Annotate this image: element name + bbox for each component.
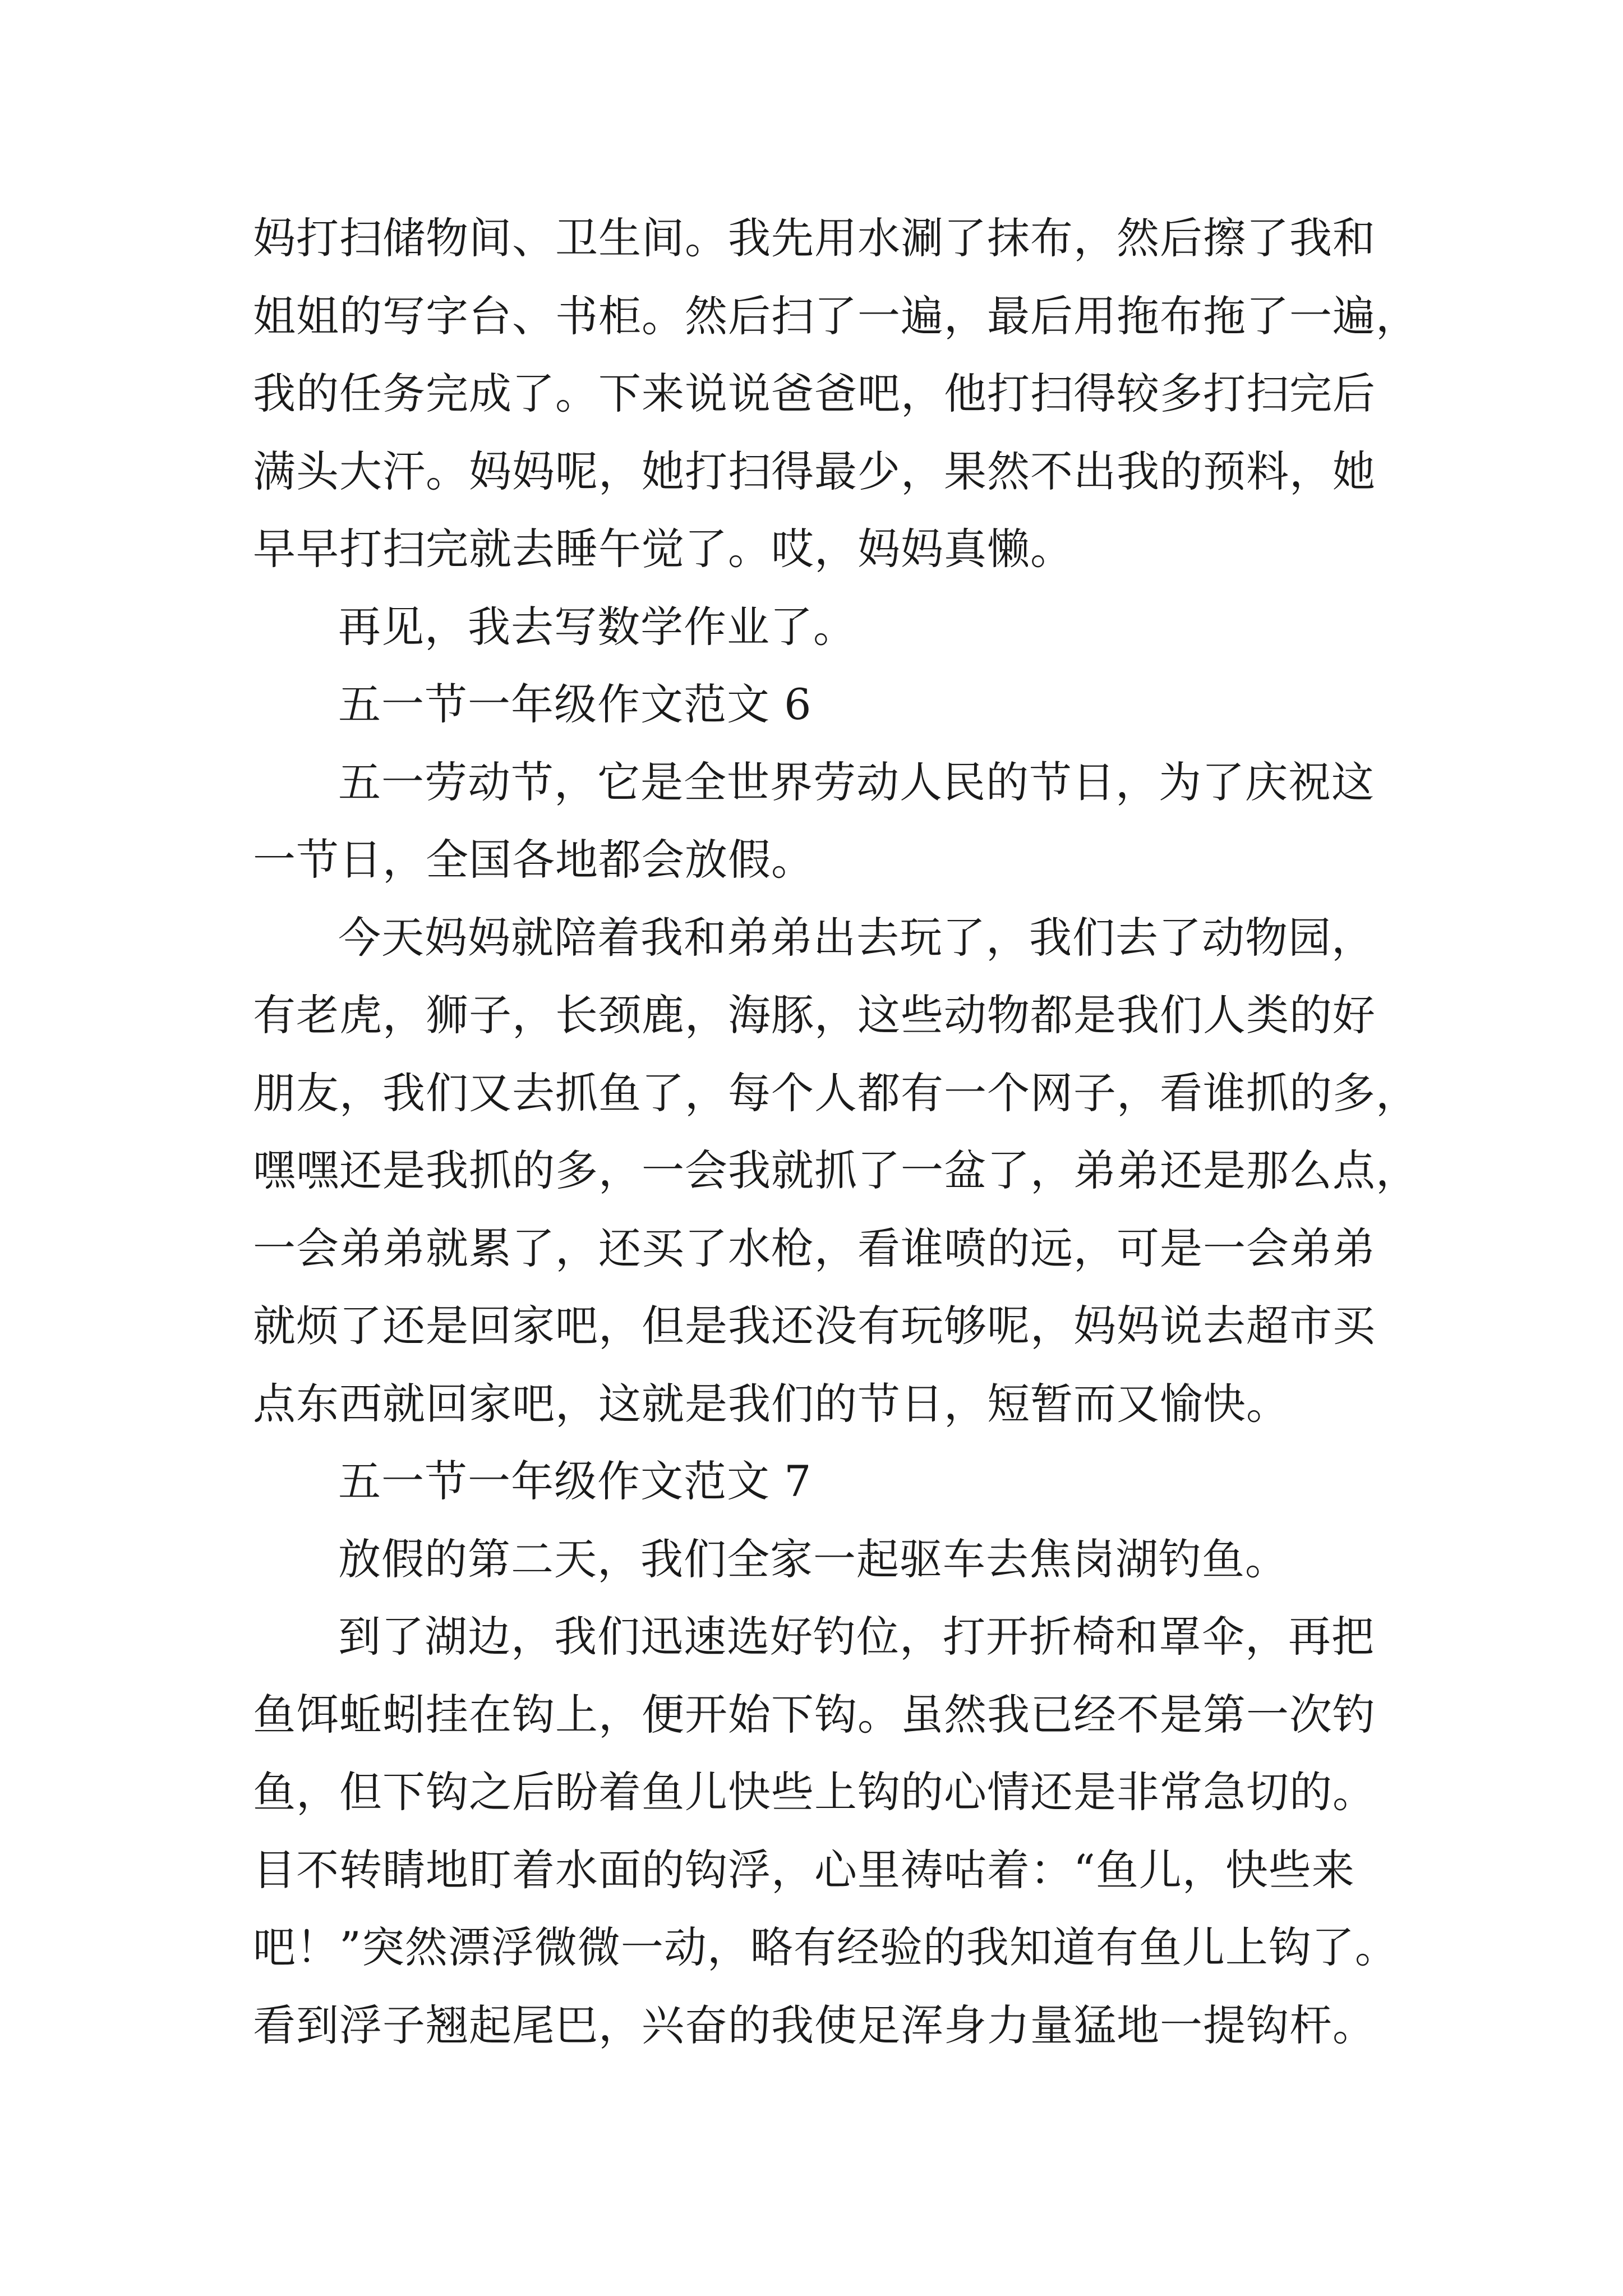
paragraph-line: 有老虎，狮子，长颈鹿，海豚，这些动物都是我们人类的好: [253, 990, 1376, 1040]
paragraph-line: 点东西就回家吧，这就是我们的节日，短暂而又愉快。: [253, 1378, 1289, 1429]
paragraph-line: 放假的第二天，我们全家一起驱车去焦岗湖钓鱼。: [338, 1534, 1288, 1584]
paragraph-line: 妈打扫储物间、卫生间。我先用水涮了抹布，然后擦了我和: [253, 213, 1376, 263]
paragraph-line: 看到浮子翘起尾巴，兴奋的我使足浑身力量猛地一提钩杆。: [253, 2000, 1376, 2050]
paragraph-line: 再见，我去写数学作业了。: [338, 601, 856, 652]
paragraph-line: 今天妈妈就陪着我和弟弟出去玩了，我们去了动物园，: [338, 912, 1375, 963]
section-heading: 五一节一年级作文范文 6: [338, 679, 812, 729]
paragraph-line: 鱼，但下钩之后盼着鱼儿快些上钩的心情还是非常急切的。: [253, 1767, 1376, 1817]
paragraph-line: 鱼饵蚯蚓挂在钩上，便开始下钩。虽然我已经不是第一次钓: [253, 1689, 1376, 1740]
section-heading: 五一节一年级作文范文 7: [338, 1456, 812, 1506]
paragraph-line: 吧！”突然漂浮微微一动，略有经验的我知道有鱼儿上钩了。: [253, 1922, 1398, 1972]
paragraph-line: 目不转睛地盯着水面的钩浮，心里祷咕着：“鱼儿，快些来: [253, 1844, 1355, 1895]
paragraph-line: 朋友，我们又去抓鱼了，每个人都有一个网子，看谁抓的多，: [253, 1068, 1419, 1118]
paragraph-line: 早早打扫完就去睡午觉了。哎，妈妈真懒。: [253, 524, 1073, 574]
paragraph-line: 五一劳动节，它是全世界劳动人民的节日，为了庆祝这: [338, 757, 1375, 807]
paragraph-line: 我的任务完成了。下来说说爸爸吧，他打扫得较多打扫完后: [253, 369, 1376, 418]
paragraph-line: 就烦了还是回家吧，但是我还没有玩够呢，妈妈说去超市买: [253, 1301, 1376, 1351]
paragraph-line: 满头大汗。妈妈呢，她打扫得最少，果然不出我的预料，她: [253, 446, 1376, 496]
paragraph-line: 嘿嘿还是我抓的多，一会我就抓了一盆了，弟弟还是那么点，: [253, 1145, 1419, 1195]
paragraph-line: 一会弟弟就累了，还买了水枪，看谁喷的远，可是一会弟弟: [253, 1223, 1376, 1273]
document-body: [253, 200, 1425, 2064]
paragraph-line: 到了湖边，我们迅速选好钓位，打开折椅和罩伞，再把: [338, 1612, 1375, 1662]
paragraph-line: 一节日，全国各地都会放假。: [253, 835, 814, 885]
paragraph-line: 姐姐的写字台、书柜。然后扫了一遍，最后用拖布拖了一遍，: [253, 291, 1419, 341]
